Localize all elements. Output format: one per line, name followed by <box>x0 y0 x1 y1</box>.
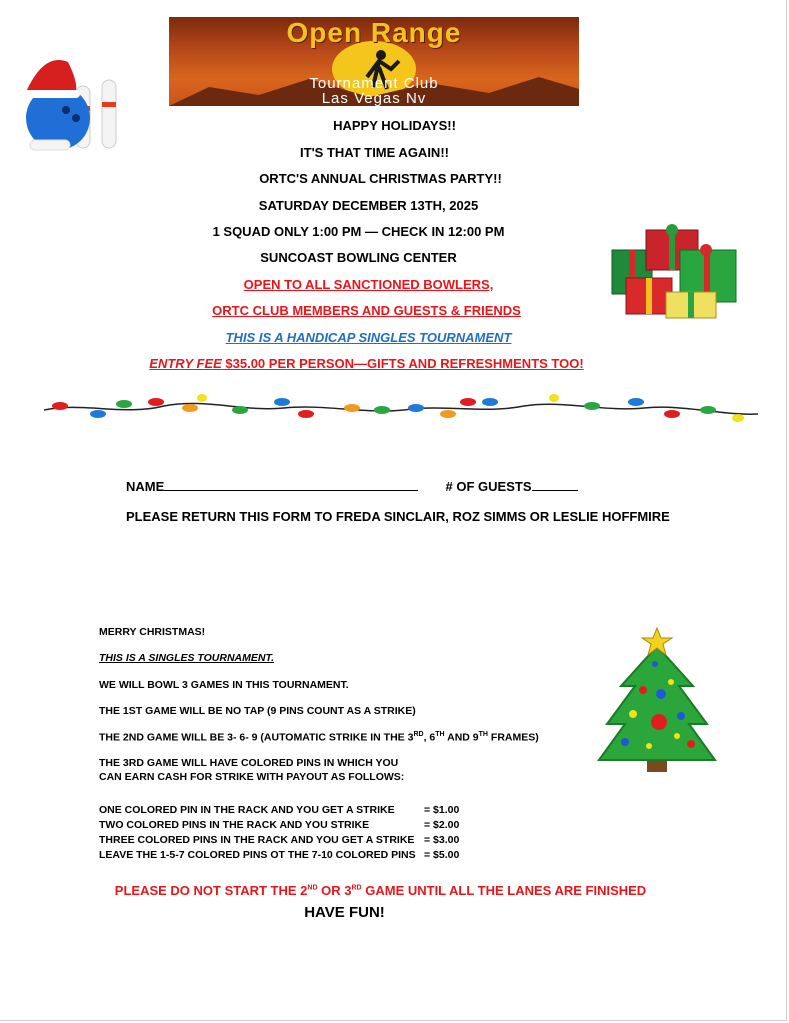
logo-title: Open Range <box>286 17 462 48</box>
game-three-rule-line2: CAN EARN CASH FOR STRIKE WITH PAYOUT AS FOLLOWS: <box>99 771 405 783</box>
payout-amount: = $5.00 <box>424 849 460 861</box>
happy-holidays: HAPPY HOLIDAYS!! <box>333 118 456 133</box>
singles-note: THIS IS A SINGLES TOURNAMENT. <box>99 652 275 664</box>
tournament-format: THIS IS A HANDICAP SINGLES TOURNAMENT <box>225 330 512 345</box>
christmas-lights-divider <box>44 392 758 428</box>
christmas-tree-icon <box>595 624 719 774</box>
name-label: NAME <box>126 479 165 494</box>
squad-time: 1 SQUAD ONLY 1:00 PM — CHECK IN 12:00 PM <box>212 224 505 239</box>
notice-text-b: OR 3 <box>317 883 352 898</box>
notice-sup-rd: RD <box>351 884 362 892</box>
game-two-rule <box>99 731 539 744</box>
party-title: ORTC'S ANNUAL CHRISTMAS PARTY!! <box>259 171 502 186</box>
entry-fee-text: $35.00 PER PERSON—GIFTS AND REFRESHMENTS TOO! <box>221 356 584 371</box>
payout-amount: = $1.00 <box>424 804 460 816</box>
merry-christmas: MERRY CHRISTMAS! <box>99 626 206 638</box>
event-date: SATURDAY DECEMBER 13TH, 2025 <box>258 198 479 213</box>
entry-fee <box>0 356 761 371</box>
payout-label: THREE COLORED PINS IN THE RACK AND YOU GET A STRIKE <box>99 834 415 846</box>
bowl-three-games: WE WILL BOWL 3 GAMES IN THIS TOURNAMENT. <box>99 679 349 691</box>
venue: SUNCOAST BOWLING CENTER <box>260 250 457 265</box>
notice-text-c: GAME UNTIL ALL THE LANES ARE FINISHED <box>361 883 647 898</box>
name-field[interactable] <box>164 478 418 491</box>
payout-label: ONE COLORED PIN IN THE RACK AND YOU GET A STRIKE <box>99 804 395 816</box>
guests-label: # OF GUESTS <box>445 479 532 494</box>
payout-label: LEAVE THE 1-5-7 COLORED PINS OT THE 7-10 COLORED PINS <box>99 849 416 861</box>
lanes-notice <box>0 883 775 898</box>
open-to-bowlers: OPEN TO ALL SANCTIONED BOWLERS, <box>243 277 494 292</box>
christmas-gifts-icon <box>606 220 748 324</box>
logo-subtitle-club: Tournament Club <box>309 75 439 92</box>
guests-field[interactable] <box>532 478 578 491</box>
entry-fee-label: ENTRY FEE <box>149 356 222 371</box>
game2-text-d: FRAMES) <box>487 731 539 744</box>
game2-sup-th1: TH <box>435 731 445 738</box>
return-form-instructions: PLEASE RETURN THIS FORM TO FREDA SINCLAIR, ROZ SIMMS OR LESLIE HOFFMIRE <box>126 509 670 524</box>
registration-form-row <box>126 478 578 494</box>
notice-sup-nd: ND <box>307 884 318 892</box>
payout-amount: = $2.00 <box>424 819 460 831</box>
have-fun: HAVE FUN! <box>304 904 385 921</box>
logo-subtitle-city: Las Vegas Nv <box>321 90 427 106</box>
game-one-rule: THE 1ST GAME WILL BE NO TAP (9 PINS COUNT AS A STRIKE) <box>99 705 416 717</box>
game2-text-b: , 6 <box>423 731 436 744</box>
game2-sup-rd: RD <box>413 731 424 738</box>
game2-text-c: AND 9 <box>444 731 479 744</box>
game-three-rule-line1: THE 3RD GAME WILL HAVE COLORED PINS IN WHICH YOU <box>99 757 399 769</box>
time-again: IT'S THAT TIME AGAIN!! <box>300 145 449 160</box>
game2-text-a: THE 2ND GAME WILL BE 3- 6- 9 (AUTOMATIC STRIKE IN THE 3 <box>99 731 414 744</box>
members-guests: ORTC CLUB MEMBERS AND GUESTS & FRIENDS <box>212 303 521 318</box>
game2-sup-th2: TH <box>478 731 488 738</box>
notice-text-a: PLEASE DO NOT START THE 2 <box>114 883 308 898</box>
payout-label: TWO COLORED PINS IN THE RACK AND YOU STRIKE <box>99 819 370 831</box>
payout-amount: = $3.00 <box>424 834 460 846</box>
open-range-logo <box>169 17 579 106</box>
